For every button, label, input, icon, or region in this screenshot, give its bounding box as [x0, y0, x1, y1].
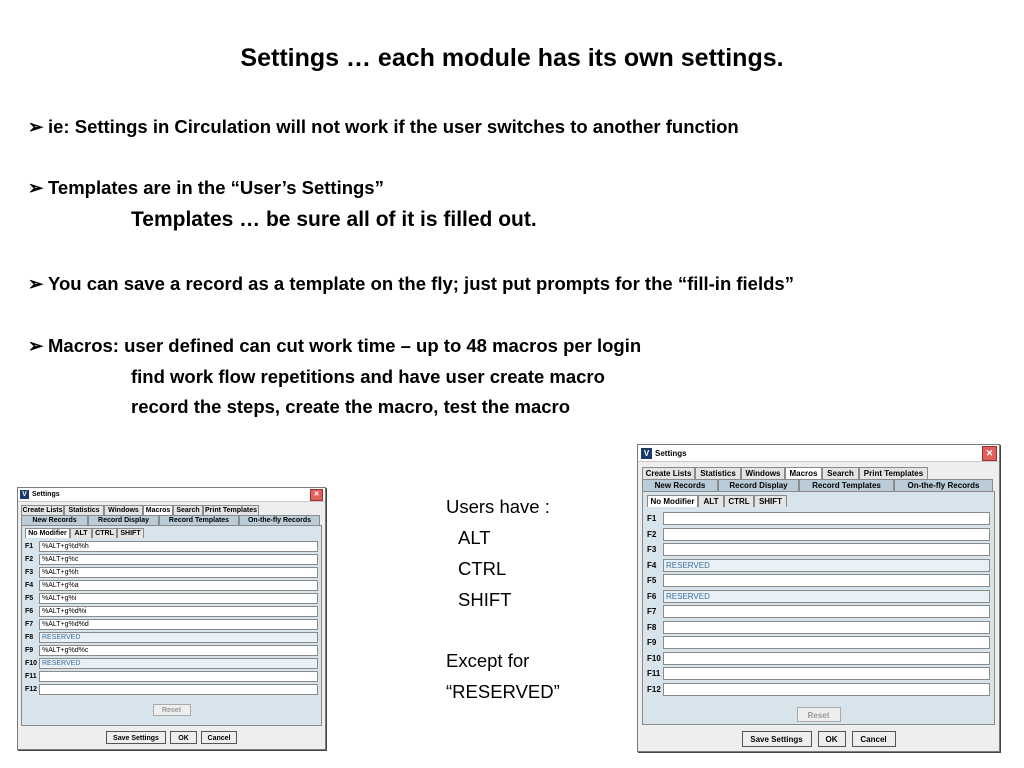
arrow-bullet-icon: ➢ [28, 335, 44, 356]
macro-value-field[interactable]: RESERVED [39, 658, 318, 669]
function-key-row [647, 589, 990, 605]
macro-value-field[interactable] [663, 543, 990, 556]
function-key-row [25, 540, 318, 553]
function-key-label: F7 [25, 621, 34, 628]
macro-value-field[interactable]: %ALT+g%d%c [39, 645, 318, 656]
function-key-row [647, 527, 990, 543]
macro-value-field[interactable] [663, 605, 990, 618]
tab-record-display[interactable]: Record Display [718, 479, 799, 491]
function-key-label: F5 [647, 576, 657, 586]
function-key-row [647, 558, 990, 574]
reset-row [25, 704, 318, 716]
macro-value-field[interactable] [663, 512, 990, 525]
function-key-label: F4 [647, 560, 657, 570]
reset-button[interactable]: Reset [797, 707, 841, 722]
function-key-row [25, 592, 318, 605]
side-text-alt: ALT [458, 527, 491, 548]
macro-value-field[interactable] [663, 621, 990, 634]
dialog-titlebar [638, 445, 999, 462]
tab-on-the-fly-records[interactable]: On-the-fly Records [239, 515, 320, 525]
macros-subpoint-1: find work flow repetitions and have user create macro [131, 366, 605, 387]
close-icon[interactable]: ✕ [310, 489, 323, 501]
macro-value-field[interactable] [663, 528, 990, 541]
tab-windows[interactable]: Windows [741, 467, 785, 479]
macro-value-field[interactable] [663, 652, 990, 665]
macros-panel [21, 525, 322, 726]
tab-row-2 [21, 515, 322, 525]
tab-search[interactable]: Search [822, 467, 859, 479]
tab-shift[interactable]: SHIFT [754, 495, 787, 507]
macro-value-field[interactable]: %ALT+g%d%h [39, 541, 318, 552]
app-logo-icon: V [20, 490, 29, 499]
function-key-row [647, 511, 990, 527]
cancel-button[interactable]: Cancel [852, 731, 896, 747]
macro-value-field[interactable]: %ALT+g%d%i [39, 606, 318, 617]
function-key-row [25, 605, 318, 618]
function-key-list [647, 511, 990, 697]
function-key-label: F12 [25, 686, 38, 693]
dialog-title: Settings [655, 448, 687, 458]
function-key-label: F6 [25, 608, 34, 615]
tab-create-lists[interactable]: Create Lists [22, 507, 63, 514]
tab-statistics[interactable]: Statistics [64, 505, 104, 515]
arrow-bullet-icon: ➢ [28, 273, 44, 294]
tab-print-templates[interactable]: Print Templates [205, 507, 257, 514]
function-key-label: F8 [25, 634, 34, 641]
function-key-label: F12 [647, 684, 661, 694]
tab-row-2 [642, 479, 995, 491]
side-text-reserved: “RESERVED” [446, 681, 560, 702]
function-key-label: F1 [25, 543, 34, 550]
tab-record-templates[interactable]: Record Templates [799, 479, 894, 491]
tab-print-templates[interactable]: Print Templates [859, 467, 928, 479]
save-settings-button[interactable]: Save Settings [742, 731, 812, 747]
bullet-settings-scope [28, 116, 739, 138]
macro-value-field[interactable]: %ALT+g%h [39, 567, 318, 578]
bullet-templates [28, 177, 384, 199]
macro-value-field[interactable] [663, 574, 990, 587]
templates-subpoint: Templates … be sure all of it is filled out. [131, 208, 537, 231]
function-key-label: F3 [25, 569, 34, 576]
tab-record-templates[interactable]: Record Templates [159, 515, 239, 525]
macro-value-field[interactable]: RESERVED [39, 632, 318, 643]
function-key-row [25, 670, 318, 683]
dialog-buttons [18, 731, 325, 744]
arrow-bullet-icon: ➢ [28, 116, 44, 137]
function-key-label: F10 [647, 653, 661, 663]
function-key-row [647, 666, 990, 682]
function-key-row [25, 618, 318, 631]
side-text-users-have: Users have : [446, 496, 550, 517]
macro-value-field[interactable]: %ALT+g%d%d [39, 619, 318, 630]
dialog-buttons [638, 731, 999, 747]
tab-new-records[interactable]: New Records [21, 515, 88, 525]
tab-no-modifier[interactable]: No Modifier [25, 528, 70, 538]
slide-title: Settings … each module has its own settings. [240, 44, 784, 72]
function-key-label: F11 [647, 669, 661, 679]
reset-row [647, 707, 990, 722]
side-text-shift: SHIFT [458, 589, 512, 610]
bullet-text: You can save a record as a template on the fly; just put prompts for the “fill-in fields” [48, 273, 794, 294]
bullet-text: ie: Settings in Circulation will not work if the user switches to another function [48, 116, 739, 137]
settings-dialog-small [17, 487, 326, 750]
bullet-text: Templates are in the “User’s Settings” [48, 177, 384, 198]
macros-subpoint-2: record the steps, create the macro, test the macro [131, 396, 571, 417]
function-key-label: F6 [647, 591, 657, 601]
tab-row-1 [21, 505, 322, 515]
tab-create-lists[interactable]: Create Lists [642, 467, 695, 479]
function-key-label: F10 [25, 660, 38, 667]
macro-value-field[interactable]: %ALT+g%c [39, 554, 318, 565]
function-key-label: F9 [647, 638, 657, 648]
tab-macros[interactable]: Macros [143, 505, 173, 515]
bullet-text: Macros: user defined can cut work time – up to 48 macros per login [48, 335, 642, 356]
side-text-except-for: Except for [446, 650, 530, 671]
function-key-label: F9 [25, 647, 34, 654]
function-key-label: F2 [25, 556, 34, 563]
function-key-row [647, 620, 990, 636]
tab-statistics[interactable]: Statistics [695, 467, 741, 479]
macro-value-field[interactable] [663, 636, 990, 649]
dialog-titlebar [18, 488, 325, 502]
ok-button[interactable]: OK [170, 731, 197, 744]
tab-macros[interactable]: Macros [785, 467, 822, 479]
function-key-label: F2 [647, 529, 657, 539]
settings-dialog-large [637, 444, 1000, 752]
tab-alt[interactable]: ALT [70, 528, 92, 538]
function-key-label: F3 [647, 545, 657, 555]
function-key-row [25, 566, 318, 579]
function-key-label: F5 [25, 595, 34, 602]
tab-record-display[interactable]: Record Display [88, 515, 159, 525]
function-key-row [25, 657, 318, 670]
macro-value-field[interactable]: RESERVED [663, 559, 990, 572]
modifier-tabs [647, 495, 990, 507]
function-key-list [25, 540, 318, 696]
macros-panel [642, 491, 995, 725]
cancel-button[interactable]: Cancel [201, 731, 237, 744]
macro-value-field[interactable]: %ALT+g%i [39, 593, 318, 604]
tab-alt[interactable]: ALT [698, 495, 724, 507]
tab-row-1 [642, 467, 995, 479]
close-icon[interactable]: ✕ [982, 446, 997, 461]
function-key-row [647, 635, 990, 651]
bullet-macros [28, 335, 641, 357]
function-key-row [647, 682, 990, 698]
function-key-row [647, 604, 990, 620]
side-text-ctrl: CTRL [458, 558, 507, 579]
function-key-label: F4 [25, 582, 34, 589]
macro-value-field[interactable] [39, 684, 318, 695]
app-logo-icon: V [641, 448, 652, 459]
arrow-bullet-icon: ➢ [28, 177, 44, 198]
tab-windows[interactable]: Windows [104, 505, 143, 515]
modifier-tabs [25, 528, 318, 538]
function-key-row [647, 542, 990, 558]
function-key-label: F1 [647, 514, 657, 524]
tab-ctrl[interactable]: CTRL [724, 495, 754, 507]
tab-no-modifier[interactable]: No Modifier [647, 495, 698, 507]
reset-button[interactable]: Reset [153, 704, 191, 716]
function-key-row [25, 683, 318, 696]
tab-on-the-fly-records[interactable]: On-the-fly Records [894, 479, 993, 491]
save-settings-button[interactable]: Save Settings [106, 731, 166, 744]
dialog-title: Settings [32, 491, 60, 498]
macro-value-field[interactable] [663, 667, 990, 680]
function-key-row [25, 644, 318, 657]
tab-shift[interactable]: SHIFT [117, 528, 144, 538]
bullet-on-the-fly [28, 273, 794, 295]
function-key-row [25, 553, 318, 566]
tab-ctrl[interactable]: CTRL [92, 528, 117, 538]
function-key-row [25, 631, 318, 644]
function-key-label: F7 [647, 607, 657, 617]
function-key-label: F11 [25, 673, 37, 680]
function-key-row [647, 651, 990, 667]
macro-value-field[interactable] [663, 683, 990, 696]
tab-new-records[interactable]: New Records [642, 479, 718, 491]
function-key-row [25, 579, 318, 592]
macro-value-field[interactable]: %ALT+g%a [39, 580, 318, 591]
function-key-label: F8 [647, 622, 657, 632]
macro-value-field[interactable] [39, 671, 318, 682]
macro-value-field[interactable]: RESERVED [663, 590, 990, 603]
ok-button[interactable]: OK [818, 731, 846, 747]
tab-search[interactable]: Search [173, 505, 203, 515]
function-key-row [647, 573, 990, 589]
